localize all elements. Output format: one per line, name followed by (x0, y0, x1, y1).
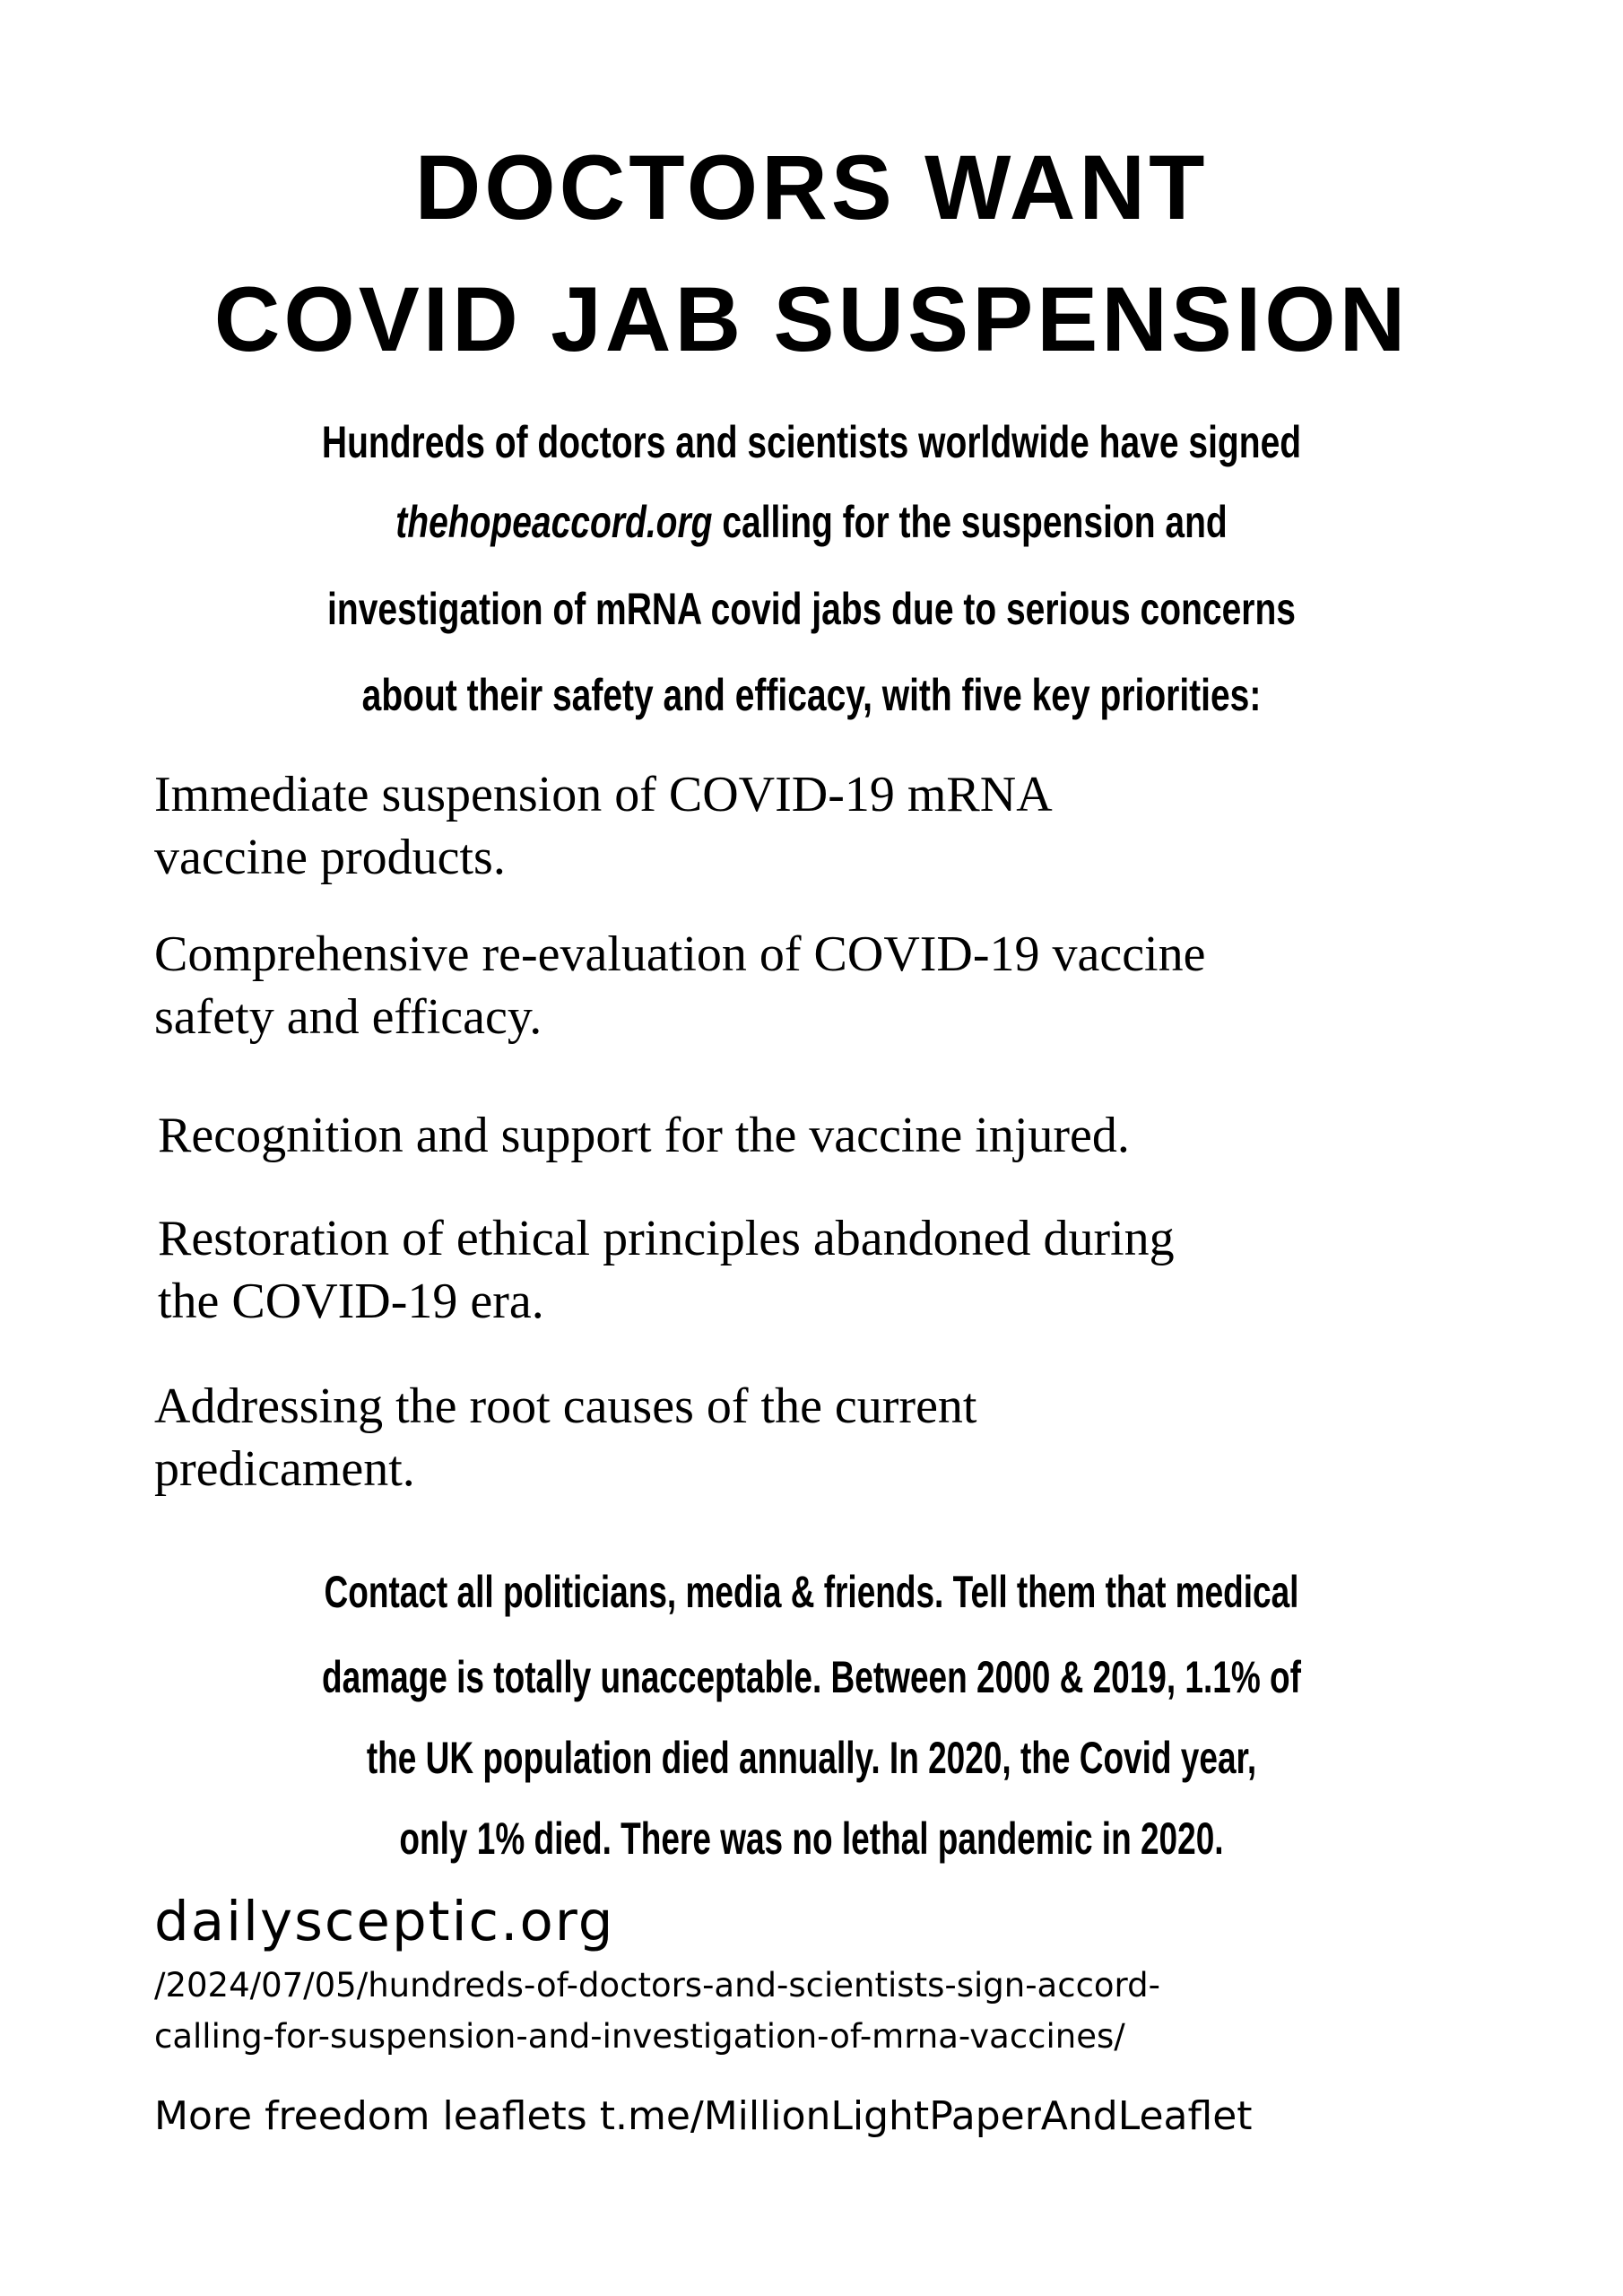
priority-4-line-1: Restoration of ethical principles abandoned during (158, 1211, 1175, 1266)
source-path-line-2[interactable]: calling-for-suspension-and-investigation-of-mrna-vaccines/ (154, 2017, 1125, 2056)
source-path-line-1[interactable]: /2024/07/05/hundreds-of-doctors-and-scientists-sign-accord- (154, 1966, 1160, 2005)
priority-3-line-1: Recognition and support for the vaccine injured. (158, 1108, 1130, 1163)
contact-line-2: damage is totally unacceptable. Between 2000 & 2019, 1.1% of (322, 1652, 1301, 1702)
more-leaflets-link[interactable]: More freedom leaflets t.me/MillionLightPaperAndLeaflet (154, 2093, 1253, 2139)
contact-line-4: only 1% died. There was no lethal pandemic in 2020. (399, 1813, 1224, 1864)
priority-4-line-2: the COVID-19 era. (158, 1274, 544, 1329)
intro-line-2 (178, 497, 1445, 547)
priority-1-line-1: Immediate suspension of COVID-19 mRNA (154, 767, 1053, 822)
priority-2-line-1: Comprehensive re-evaluation of COVID-19 vaccine (154, 926, 1206, 982)
intro-line-4: about their safety and efficacy, with five key priorities: (361, 670, 1262, 720)
contact-line-3: the UK population died annually. In 2020, the Covid year, (366, 1733, 1257, 1783)
priority-2-line-2: safety and efficacy. (154, 989, 542, 1045)
source-domain[interactable]: dailysceptic.org (154, 1890, 615, 1953)
headline-line-2: COVID JAB SUSPENSION (213, 268, 1410, 370)
intro-line-3: investigation of mRNA covid jabs due to serious concerns (327, 584, 1296, 634)
priority-5-line-1: Addressing the root causes of the current (154, 1378, 977, 1434)
contact-line-1: Contact all politicians, media & friends. Tell them that medical (324, 1567, 1299, 1617)
intro-line-2-text: calling for the suspension and (712, 497, 1228, 547)
headline-line-1: DOCTORS WANT (414, 136, 1209, 239)
priority-5-line-2: predicament. (154, 1441, 415, 1497)
hope-accord-link[interactable]: thehopeaccord.org (395, 497, 713, 547)
priority-1-line-2: vaccine products. (154, 830, 506, 885)
intro-line-1: Hundreds of doctors and scientists worldwide have signed (321, 417, 1302, 467)
